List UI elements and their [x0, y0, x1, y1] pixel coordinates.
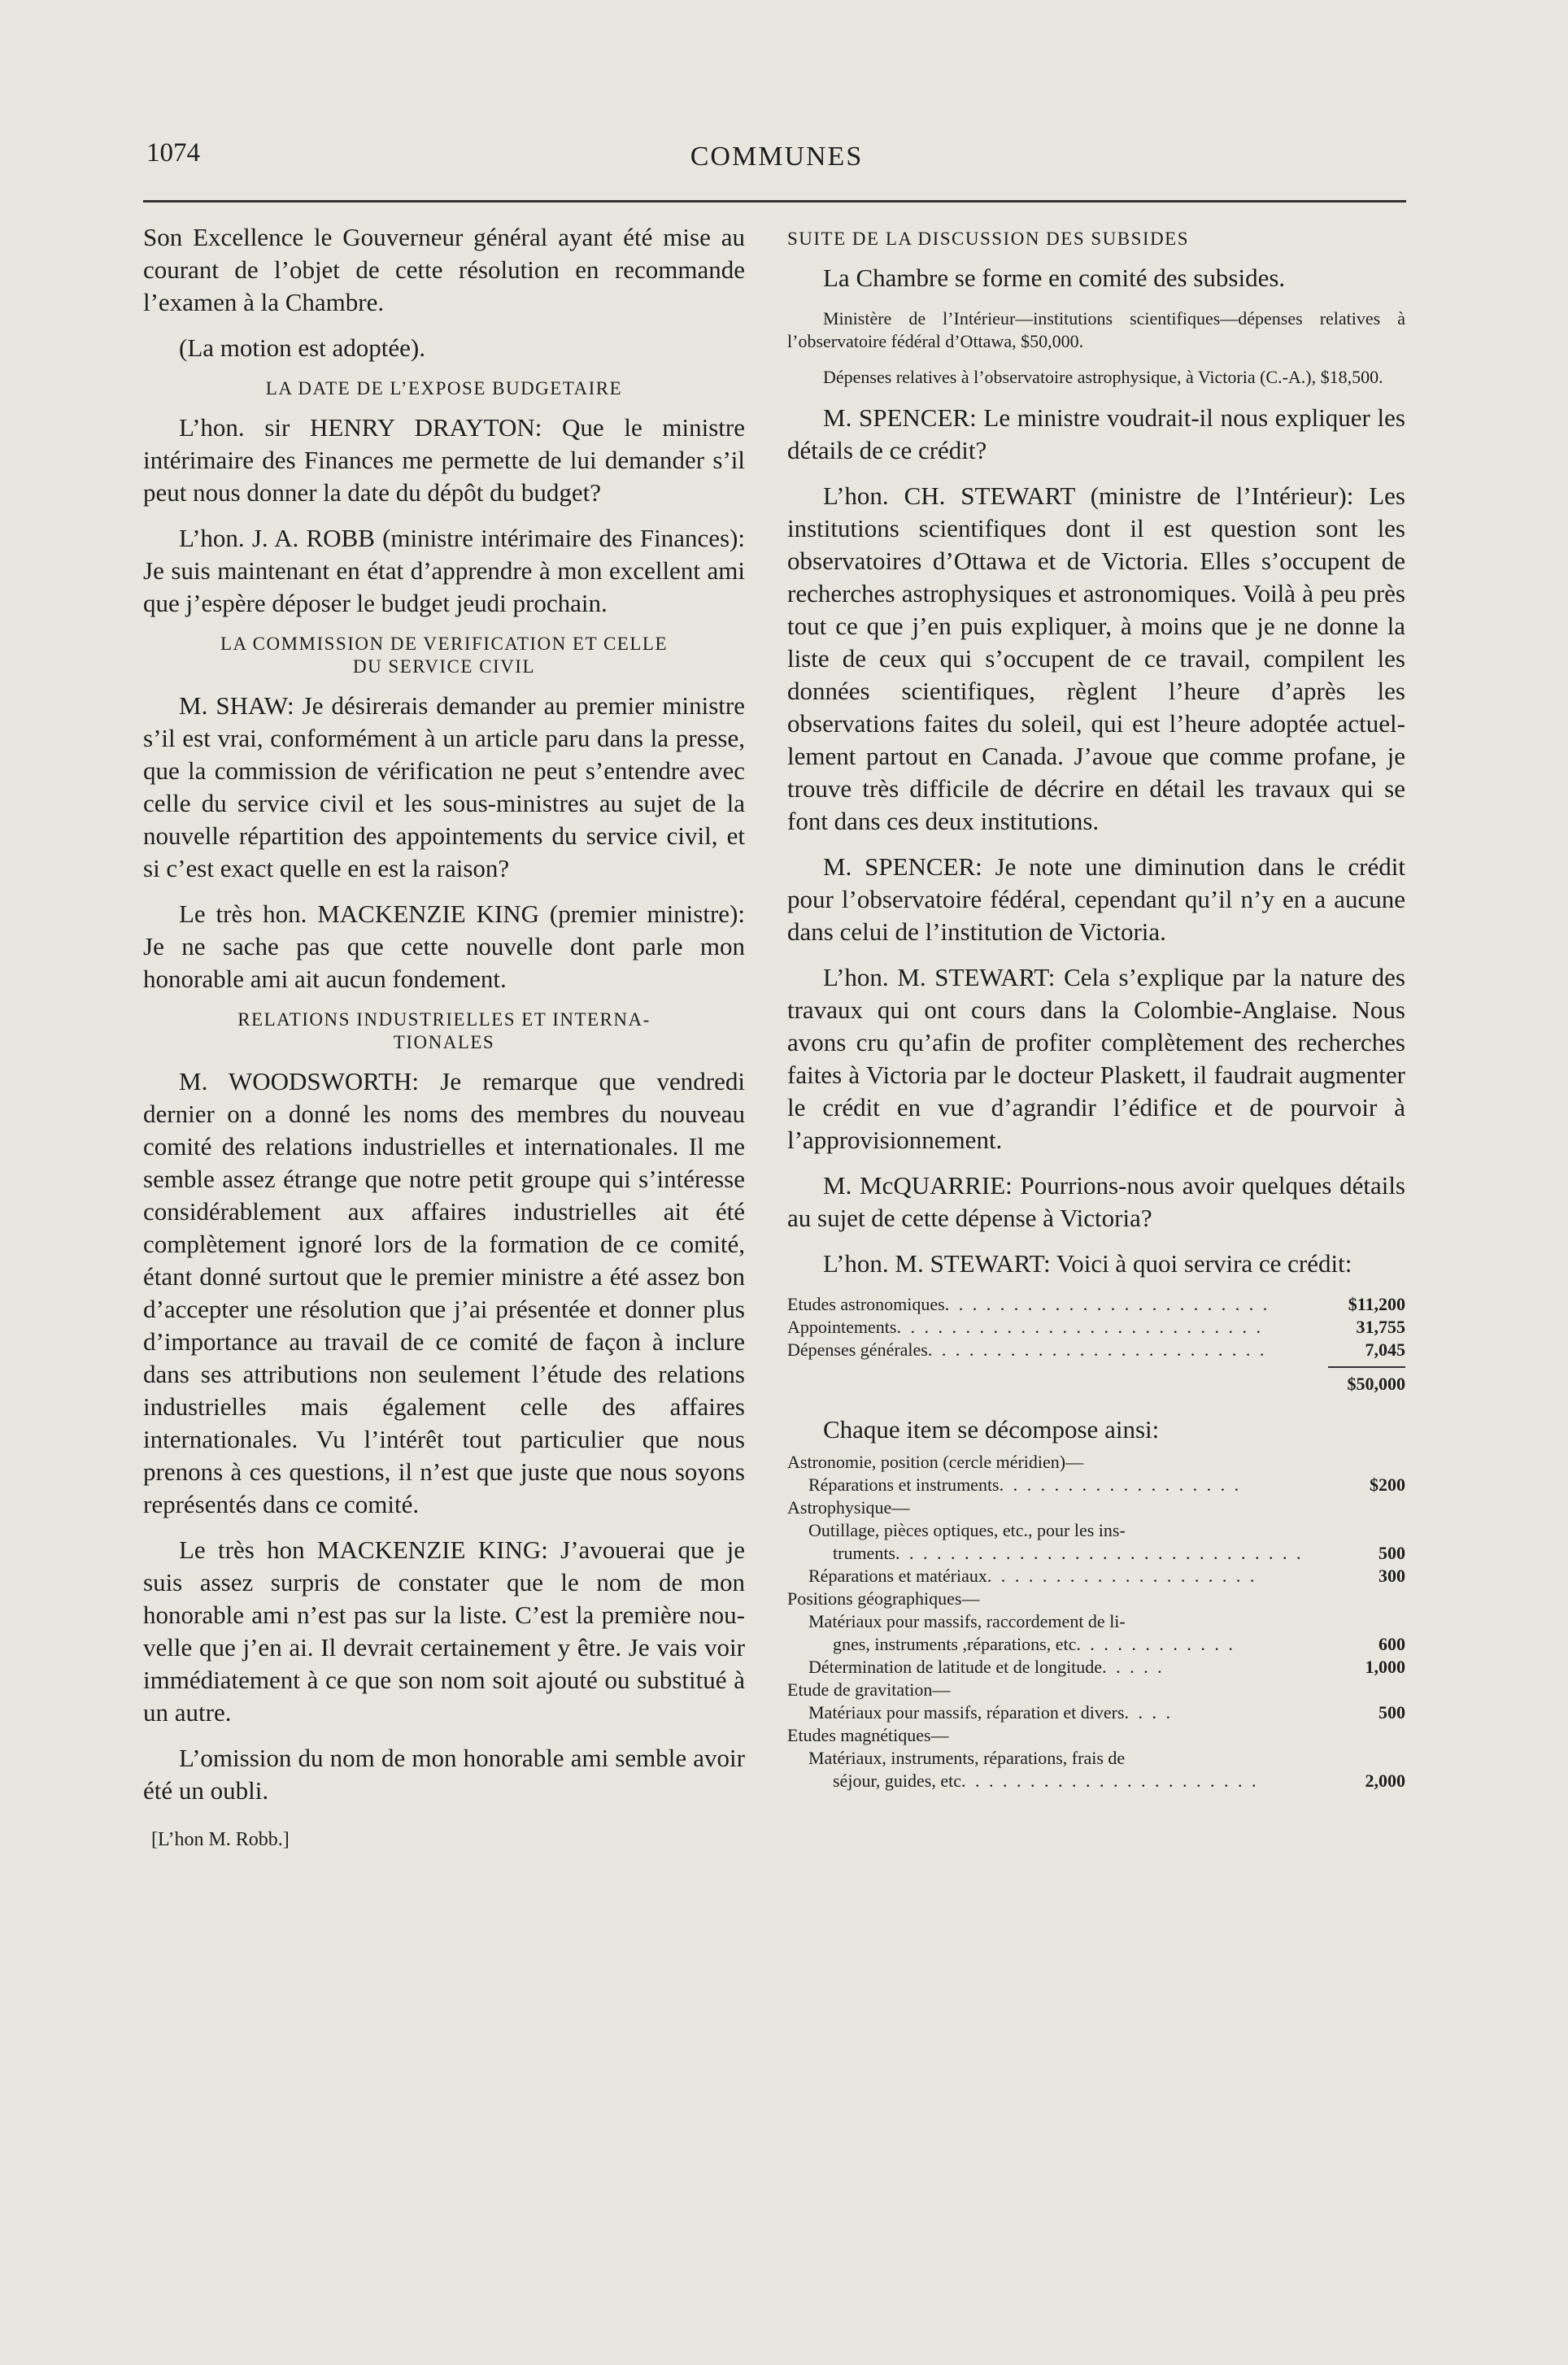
row-label: Réparations et instruments — [808, 1474, 1000, 1495]
row-label: séjour, guides, etc — [833, 1770, 961, 1791]
table-row — [787, 1747, 1405, 1770]
section-heading: SUITE DE LA DISCUSSION DES SUBSIDES — [787, 229, 1190, 249]
table-row — [787, 1339, 1405, 1361]
row-amount: 600 — [1379, 1634, 1405, 1654]
table-row — [787, 1656, 1405, 1679]
heading-line: RELATIONS INDUSTRIELLES ET INTERNA- — [237, 1009, 651, 1030]
leader-dots: . . . . . . . . . . . . — [1076, 1634, 1235, 1654]
group-heading: Positions géographiques— — [787, 1588, 980, 1609]
heading-line: TIONALES — [393, 1032, 495, 1052]
left-column — [143, 221, 745, 1856]
row-label: Etudes astronomiques — [787, 1294, 945, 1314]
heading-line: LA COMMISSION DE VERIFICATION ET CELLE — [220, 634, 669, 654]
paragraph: Le très hon. MACKENZIE KING (premier ministre): Je ne sache pas que cette nouvelle dont parle mon honorable ami ait aucun fondement. — [143, 899, 745, 993]
paragraph: La Chambre se forme en comité des subsides. — [823, 264, 1286, 292]
paragraph: Le très hon MACKENZIE KING: J’avouerai que je suis assez surpris de constater que le nom de mon honorable ami n’est pas sur la liste. C’est la première nouvelle que j’en ai. Il devrait certainement y être. Je vais voir immédiatement à ce que son nom soit ajouté ou substitué à un autre. — [143, 1535, 745, 1727]
row-amount: 300 — [1379, 1566, 1405, 1586]
row-label: Réparations et matériaux — [808, 1566, 987, 1586]
table-row — [787, 1293, 1405, 1316]
leader-dots: . . . . . . . . . . . . . . . . . . . . — [987, 1566, 1257, 1586]
row-label: truments — [833, 1543, 895, 1563]
header-rule — [143, 200, 1406, 203]
row-amount: 2,000 — [1365, 1770, 1405, 1791]
table-row — [787, 1474, 1405, 1496]
paragraph: L’hon. CH. STEWART (ministre de l’Intérieur): Les institutions scientifiques dont il est question sont les observatoires d’Ottawa et de Victoria. Elles s’occupent de recherches astrophysiques et astronomiques. Voilà à peu près tout ce que j’en puis expliquer, à moins que je ne donne la liste de ceux qui s’occupent de ce travail, compilent les données scientifiques, règlent l’heure d’après les observations faites du soleil, qui est l’heure adoptée actuellement partout en Canada. J’avoue que comme profane, je trouve très difficile de décrire en détail les travaux qui se font dans ces deux institutions. — [787, 481, 1405, 835]
paragraph: M. WOODSWORTH: Je remarque que vendredi dernier on a donné les noms des membres du nouveau comité des relations industrielles et internationales. Il me semble assez étrange que notre petit groupe qui s’intéresse considérablement aux affaires industrielles ait été complètement ignoré lors de la formation de ce comité, étant donné surtout que le premier ministre a été assez bon d’accepter une résolution que j’ai présentée et donner plus d’importance au travail de ce comité de façon à inclure dans ses attributions non seulement l’étude des relations industrielles mais également celle des affaires internationales. Vu l’intérêt tout particulier que nous prenons à ces questions, il n’est que juste que nous soyons représentés dans ce comité. — [143, 1067, 745, 1518]
leader-dots: . . . . — [1124, 1702, 1174, 1723]
leader-dots: . . . . . . . . . . . . . . . . . . . . . . . . . — [927, 1339, 1267, 1360]
group-heading: Astronomie, position (cercle méridien)— — [787, 1452, 1084, 1472]
table-total-row — [787, 1373, 1405, 1396]
speaker-footer-note: [L’hon M. Robb.] — [151, 1829, 290, 1850]
estimate-item: Dépenses relatives à l’observatoire astrophysique, à Victoria (C.-A.), $18,500. — [823, 367, 1383, 387]
paragraph: L’hon. sir HENRY DRAYTON: Que le ministre intérimaire des Finances me permette de lui demander s’il peut nous donner la date du dépôt du budget? — [143, 413, 745, 507]
heading-line: DU SERVICE CIVIL — [352, 656, 536, 677]
group-heading: Etude de gravitation— — [787, 1679, 951, 1700]
row-amount: 31,755 — [1356, 1317, 1405, 1337]
leader-dots: . . . . . . . . . . . . . . . . . . . . . . . . . . . — [896, 1317, 1263, 1337]
sum-rule — [1328, 1366, 1405, 1368]
row-label: Détermination de latitude et de longitude — [808, 1657, 1103, 1677]
paragraph: L’hon. M. STEWART: Voici à quoi servira ce crédit: — [823, 1249, 1352, 1278]
estimate-item: Ministère de l’Intérieur—institutions scientifiques—dépenses relatives à l’observatoire fédéral d’Ottawa, $50,000. — [787, 308, 1405, 351]
row-amount: 500 — [1379, 1543, 1405, 1563]
budget-table — [787, 1293, 1405, 1396]
table-row — [787, 1701, 1405, 1724]
paragraph: Son Excellence le Gouverneur général ayant été mise au courant de l’objet de cette résolution en recommande l’examen à la Chambre. — [143, 223, 745, 316]
row-amount: $11,200 — [1348, 1294, 1405, 1314]
paragraph: L’hon. J. A. ROBB (ministre intérimaire des Finances): Je suis maintenant en état d’apprendre à mon excellent ami que j’espère déposer le budget jeudi prochain. — [143, 524, 745, 617]
row-amount: 500 — [1379, 1702, 1405, 1723]
paragraph: M. SPENCER: Je note une diminution dans le crédit pour l’observatoire fédéral, cependant qu’il n’y en a aucune dans celui de l’institution de Victoria. — [787, 852, 1405, 946]
page-header — [146, 138, 1407, 187]
paragraph: M. SHAW: Je désirerais demander au premier ministre s’il est vrai, conformément à un article paru dans la presse, que la commission de vérification ne peut s’entendre avec celle du service civil et les sous-ministres au sujet de la nouvelle répartition des appointements du service civil, et si c’est exact quelle en est la raison? — [143, 691, 745, 882]
row-label: Outillage, pièces optiques, etc., pour les ins- — [808, 1520, 1126, 1540]
row-label: Matériaux, instruments, réparations, frais de — [808, 1748, 1126, 1768]
leader-dots: . . . . . . . . . . . . . . . . . . . . . . . . — [944, 1294, 1270, 1314]
row-amount: $200 — [1370, 1474, 1405, 1495]
row-amount: 7,045 — [1365, 1339, 1405, 1360]
paragraph: M. SPENCER: Le ministre voudrait-il nous expliquer les détails de ce crédit? — [787, 403, 1405, 464]
table-row — [787, 1610, 1405, 1633]
table-row — [787, 1770, 1405, 1792]
table-row — [787, 1542, 1405, 1565]
running-head: COMMUNES — [690, 142, 864, 172]
paragraph: L’hon. M. STEWART: Cela s’explique par la nature des travaux qui ont cours dans la Colombie-Anglaise. Nous avons cru qu’afin de profiter complètement des recherches faites à Victoria par le docteur Plaskett, il faudrait augmenter le crédit en vue d’agrandir l’édifice et de pourvoir à l’approvisionnement. — [787, 963, 1405, 1154]
paragraph: Chaque item se décompose ainsi: — [823, 1415, 1160, 1444]
row-label: Matériaux pour massifs, réparation et divers — [808, 1702, 1125, 1723]
leader-dots: . . . . . . . . . . . . . . . . . . — [999, 1474, 1242, 1495]
section-heading — [143, 633, 745, 678]
leader-dots: . . . . . — [1102, 1657, 1165, 1677]
leader-dots: . . . . . . . . . . . . . . . . . . . . . . . . . . . . . . — [895, 1543, 1304, 1563]
table-row — [787, 1633, 1405, 1656]
row-label: Appointements — [787, 1317, 897, 1337]
table-row — [787, 1316, 1405, 1339]
total-amount: $50,000 — [1347, 1374, 1405, 1394]
page-number: 1074 — [146, 138, 200, 168]
leader-dots: . . . . . . . . . . . . . . . . . . . . . . — [960, 1770, 1259, 1791]
group-heading: Astrophysique— — [787, 1497, 910, 1518]
row-amount: 1,000 — [1365, 1657, 1405, 1677]
paragraph: (La motion est adoptée). — [179, 333, 426, 362]
group-heading: Etudes magnétiques— — [787, 1725, 949, 1745]
paragraph: M. McQUARRIE: Pourrions-nous avoir quelques détails au sujet de cette dépense à Victoria? — [787, 1171, 1405, 1232]
section-heading: LA DATE DE L’EXPOSE BUDGETAIRE — [265, 378, 623, 399]
right-column — [787, 221, 1405, 1792]
table-row — [787, 1519, 1405, 1542]
detail-table — [787, 1451, 1405, 1792]
row-label: Dépenses générales — [787, 1339, 928, 1360]
row-label: gnes, instruments ,réparations, etc — [833, 1634, 1077, 1654]
paragraph: L’omission du nom de mon honorable ami semble avoir été un oubli. — [143, 1744, 745, 1805]
row-label: Matériaux pour massifs, raccordement de li- — [808, 1611, 1126, 1631]
section-heading — [143, 1008, 745, 1054]
table-row — [787, 1565, 1405, 1588]
